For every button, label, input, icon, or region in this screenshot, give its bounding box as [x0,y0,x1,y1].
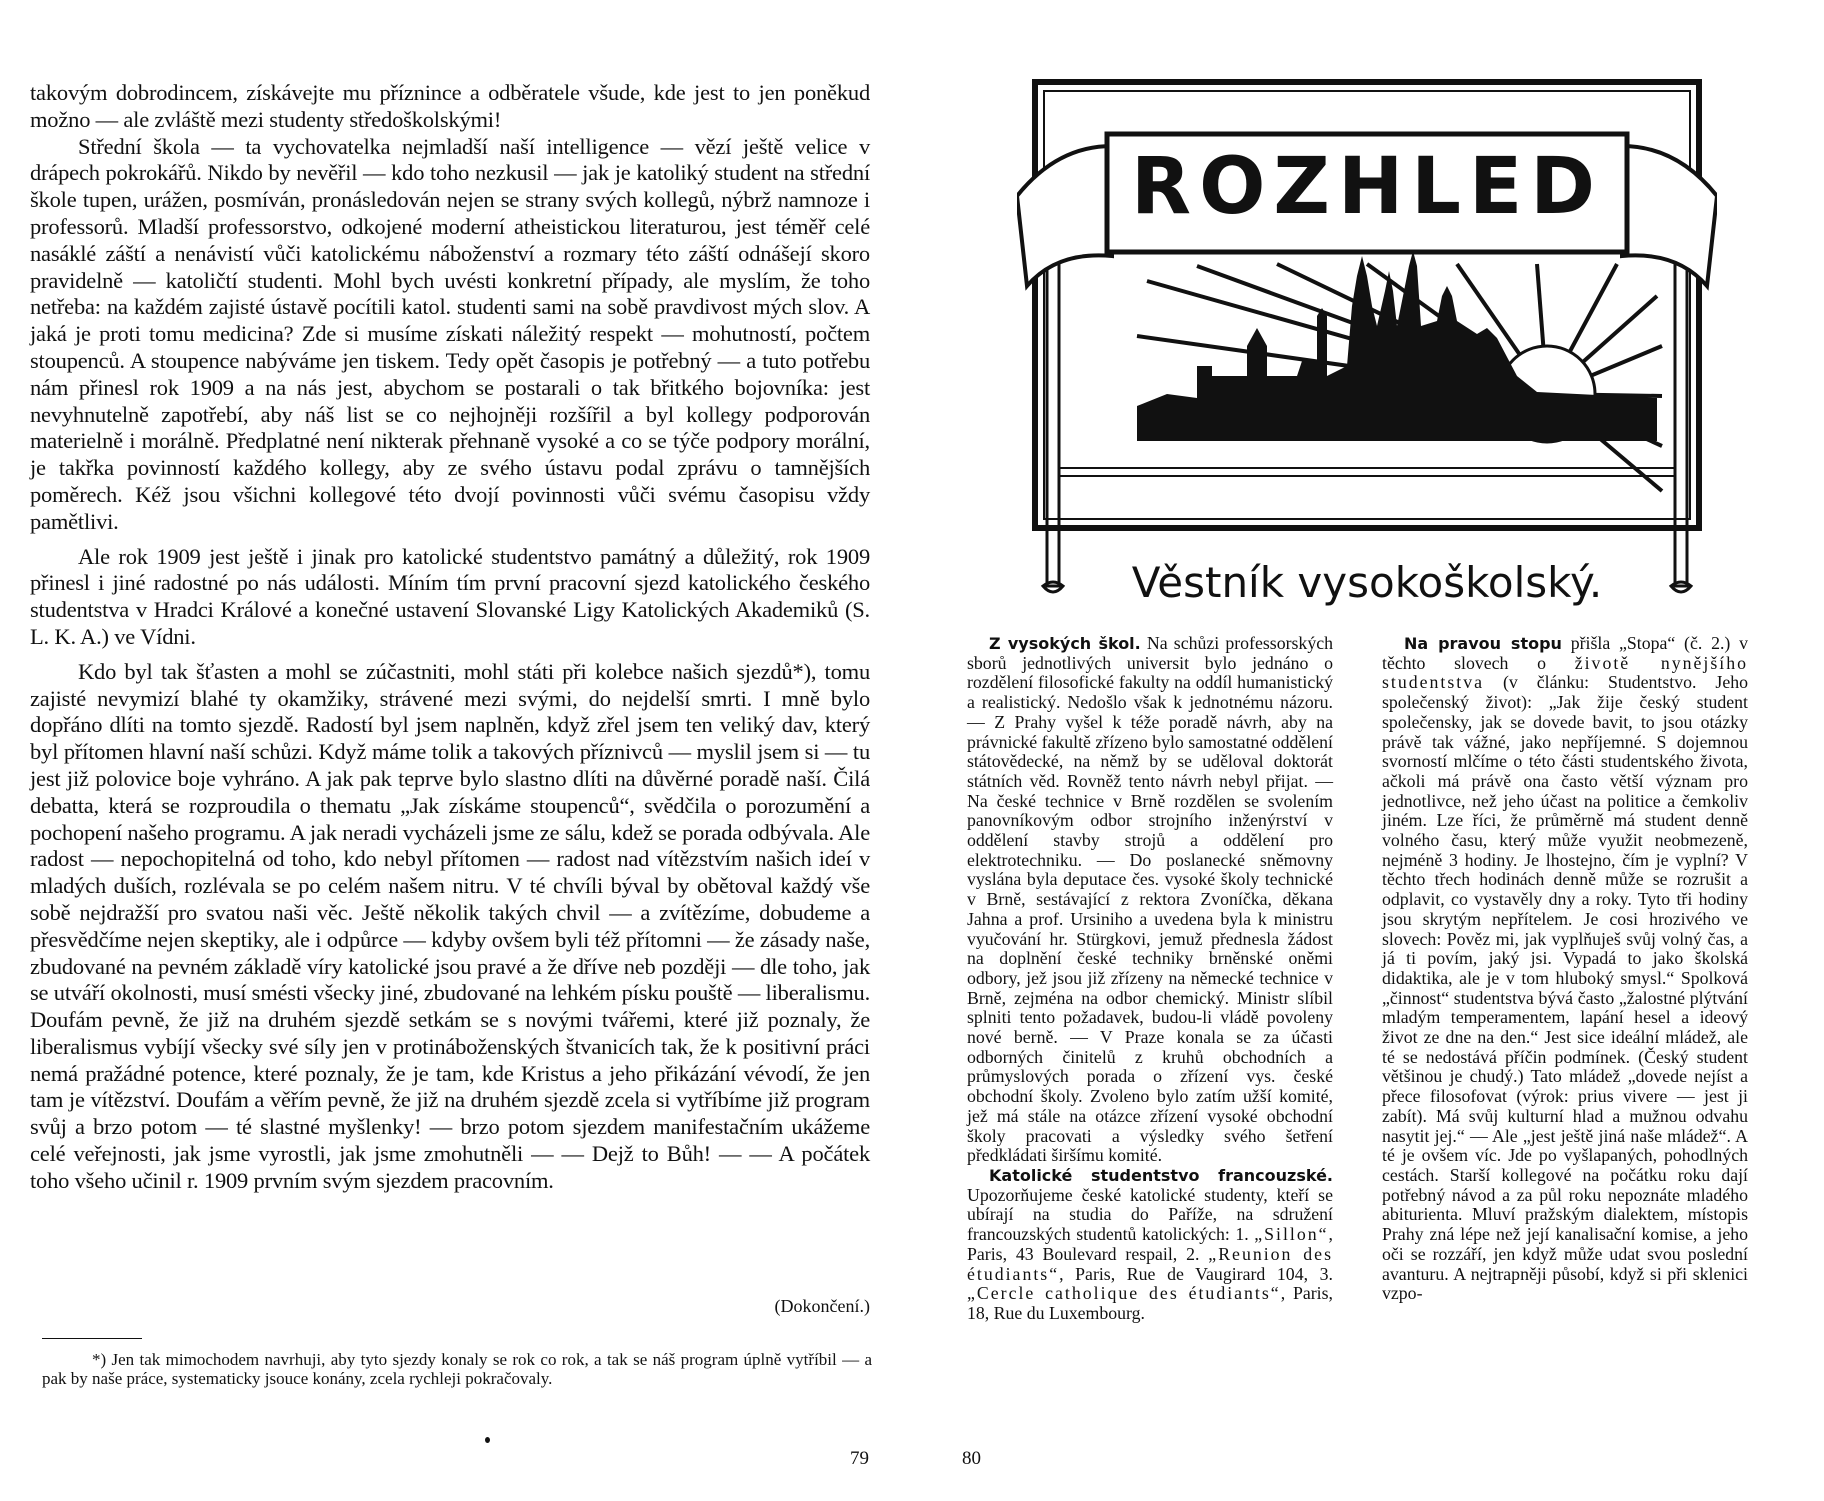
news-section-university [967,634,1333,1166]
footnote [42,1350,872,1388]
right-column-2 [1382,634,1748,1304]
masthead-subtitle: Věstník vysokoškolský. [1131,558,1603,607]
left-paragraph-4: Kdo byl tak šťasten a mohl se zúčastniti, mohl státi při kolebce našich sjezdů*), tomu zajisté nevymizí blahé ty okamžiky, strávené mezi svými, do nejdelší smrti. I mně bylo dopřáno dlíti na tomto sjezdě. Radostí byl jsem naplněn, když zřel jsem ten veliký dav, který byl přítomen hlavní naší schůzi. Když máme tolik a takových příznivců — myslil jsem si — tu jest již polovice boje vyhráno. A jak pak teprve bylo slastno dlíti na důvěrné poradě naší. Čilá debatta, která se rozproudila o thematu „Jak získáme stoupenců“, svědčila o porozumění a pochopení našeho programu. A jak neradi vycházeli jsme ze sálu, kdež se porada odbývala. Ale radost — nepochopitelná od toho, kdo nebyl přítomen — radost nad vítězstvím našich ideí v mladých duších, rozlévala se po celém našem nitru. V té chvíli býval by obětoval každý vše sobě nejdražší pro svatou naši věc. Ještě několik takých chvil — a zvítězíme, dobudeme a přesvědčíme nejen skeptiky, ale i odpůrce — kdyby ovšem byli též přítomni — že zásady naše, zbudované na pevném základě víry katolické jsou pravé a že dříve neb později — dle toho, jak se utváří okolnosti, musí smésti všecky jiné, zbudované na lehkém písku pouště — liberalismu. Doufám pevně, že již na druhém sjezdě setkám se s novými tvářemi, které již poznaly, že liberalismus vybíjí všecky své síly jen v protináboženských štvanicích tak, že k positivní práci nemá pražádné potence, které poznaly, že je tam, kde Kristus a jeho přikázání vévodí, že jen tam je vítězství. Doufám a věřím pevně, že již na druhém sjezdě zcela si vytříbíme již program svůj a brzo potom — té slastné myšlenky! — brzo potom sjezdem manifestačním ukážeme celé veřejnosti, jak jsme vyrostli, jak jsme zmohutněli — — Dejž to Bůh! — — A počátek toho všeho učinil r. 1909 prvním svým sjezdem pracovním. [30,658,871,1193]
banner-right-scroll [1622,146,1717,286]
section-text-stopa-b: (v článku: Studentstvo. Jeho společenský život): „Jak žije český student společensky, jak se dovede bavit, to jsou otázky právě tak vážné, jako nepříjemné. S dojemnou svorností mlčíme o této části studentského života, ačkoli má právě ona často větší význam pro jednotlivce, než jeho účast na politice a čemkoliv jiném. Lze říci, že průměrně má student denně volného času, který může využit neobmezeně, nejméně 3 hodiny. Je lhostejno, čím je vyplní? V těchto třech hodinách denně může se rozrušit a odplavit, co vystavěly dny a roky. Tyto tři hodiny jsou skrytým nepřítelem. Je cosi hrozivého ve slovech: Pověz mi, jak vyplňuješ svůj volný čas, a já ti povím, jaký jsi. Vypadá to jako školská didaktika, ale je v tom hluboký smysl.“ Spolková „činnost“ studentstva bývá často „žalostné plýtvání mladým temperamentem, lapání hesel a ideový život ze dne na den.“ Jest sice ideální mládež, ale té se nedostává příčin podmínek. (Český student většinou je chudý.) Tato mládež „dovede nejíst a přece filosofovat (výrok: prius vivere — jest ji zabít). Má svůj kulturní hlad a mužnou odvahu nasytit jej.“ — Ale „jest ještě jiná naše mládež“. A té je ovšem víc. Jde po vyšlapaných, pohodlných cestách. Starší kollegové na počátku roku dají potřebný návod a za půl roku nepoznáte mladého abiturienta. Mluví pražským dialektem, místopis Prahy zná lépe než její kanalisační komise, a jeho oči se rozzáří, jen když může udat svou poslední avanturu. A nejtrapněji působí, když si při sklenici vzpo- [1382,672,1748,1304]
ink-speck [485,1437,490,1443]
left-post [1047,226,1059,586]
spaced-reunion: „Reunion des étudiants“ [967,1243,1333,1284]
spaced-cercle: „Cercle catholique des étudiants“ [967,1283,1281,1304]
section-text-french-a: Upozorňujeme české katolické studenty, kteří se ubírají na studia do Paříže, na sdružení francouzských studentů katolických: 1. [967,1184,1333,1245]
section-text-french-b: , Paris, 43 Boulevard respail, 2. [967,1224,1333,1264]
right-column-1 [967,634,1333,1324]
right-page [912,0,1824,1501]
masthead-title: ROZHLED [1131,142,1603,232]
section-text-stopa-a: přišla „Stopa“ (č. 2.) v těchto slovech o [1382,633,1748,673]
left-paragraph-3: Ale rok 1909 jest ještě i jinak pro katolické studentstvo památný a důležitý, rok 1909 přinesl i jiné radostné po nás události. Míním tím první pracovní sjezd katolického českého studentstva v Hradci Králové a konečné ustavení Slovanské Ligy Katolických Akademiků (S. L. K. A.) ve Vídni. [30,543,870,649]
spaced-student-life: životě nynějšího studentstva [1382,652,1748,693]
right-post [1675,226,1687,586]
left-paragraph-2: Střední škola — ta vychovatelka nejmladší naší intelligence — vězí ještě velice v drápech pokrokářů. Nikdo by nevěřil — kdo toho nezkusil — jak je katoliký student na střední škole tupen, urážen, posmíván, pronásledován nejen se strany svých kollegů, nýbrž namnoze i professorů. Mladší professorstvo, odkojené moderní atheistickou literaturou, jest téměř celé nasáklé záští a nenávistí vůči katolickému náboženství a rozmary této záští odnášejí skoro pravidelně — katoličtí studenti. Mohl bych uvésti konkretní případy, ale myslím, že toho netřeba: na každém zajisté ústavě pocítili katol. studenti sami na sobě pravdivost mých slov. A jaká je proti tomu medicina? Zde si musíme získati náležitý respekt — mohutností, počtem stoupenců. A stoupence nabýváme jen tiskem. Tedy opět časopis je potřebný — a tuto potřebu nám přinesl rok 1909 a na nás jest, abychom se postarali o tak břitkého bojovníka: jest nevyhnutelně zapotřebí, aby náš list se co nejhojněji rozšířil a byl kollegy podporován materielně i morálně. Předplatné není nikterak přehnaně vysoké a co se týče podpory morální, je takřka povinností každého kollegy, aby ze svého ústavu podal zprávu o tamnějších poměrech. Kéž jsou všichni kollegové této dvojí povinnosti vůči svému časopisu vždy pamětlivi. [30,133,870,534]
page-number-left: 79 [850,1448,869,1469]
masthead [1017,76,1717,616]
section-text-university: Na schůzi professorských sborů jednotlivých universit bylo jednáno o rozdělení filosofické fakulty na oddíl humanistický a realistický. Nedošlo však k jednotnému názoru. — Z Prahy vyšel k téže poradě návrh, aby na právnické fakultě zřízeno bylo samostatné oddělení státovědecké, na němž by se uděloval doktorát státních věd. Rovněž tento návrh nebyl přijat. — Na české technice v Brně rozdělen se svolením panovníkovým odbor strojního inženýrství v oddělení stavby strojů a oddělení pro elektrotechniku. — Do poslanecké sněmovny vyslána byla deputace čes. vysoké školy technické v Brně, sestávající z rektora Zvoníčka, děkana Jahna a prof. Ursiniho a uvedena byla k ministru vyučování hr. Stürgkovi, jemuž přednesla žádost na doplnění české techniky brněnské oněmi odbory, jež jsou již zřízeny na německé technice v Brně, zejména na odbor chemický. Ministr slíbil splniti tento požadavek, budou-li vládě povoleny nové berně. — V Praze konala se za účasti odborných činitelů z kruhů obchodních a průmyslových porada o zřízení vys. české obchodní školy. Zvoleno bylo zatím užší komité, jež má stále na otázce zřízení vysoké obchodní školy pracovati a výsledky svého šetření předkládati širšímu komité. [967,633,1334,1166]
page-number-right: 80 [962,1448,981,1469]
section-text-french-c: , Paris, Rue de Vaugirard 104, 3. [1059,1263,1333,1284]
spaced-sillon: „Sillon“ [1254,1224,1329,1245]
news-section-french-students [967,1166,1333,1324]
footnote-text: *) Jen tak mimochodem navrhuji, aby tyto sjezdy konaly se rok co rok, a tak se náš program úplně vytříbil — a pak by naše práce, systematicky jsouce konány, zcela rychleji pokračovaly. [42,1350,872,1388]
section-heading-french-students: Katolické studentstvo francouzské. [989,1165,1333,1185]
left-article-body [30,80,870,1195]
left-paragraph-1: takovým dobrodincem, získávejte mu příznince a odběratele všude, kde jest to jen poněkud možno — ale zvláště mezi studenty středoškolskými! [30,80,870,132]
banner-left-scroll [1017,146,1112,286]
section-heading-university: Z vysokých škol. [989,634,1141,653]
section-text-french-d: , Paris, 18, Rue du Luxembourg. [967,1283,1333,1323]
continued-note: (Dokončení.) [774,1296,870,1316]
section-heading-stopa: Na pravou stopu [1404,634,1562,653]
news-section-stopa [1382,634,1748,1304]
footnote-divider [42,1338,142,1339]
